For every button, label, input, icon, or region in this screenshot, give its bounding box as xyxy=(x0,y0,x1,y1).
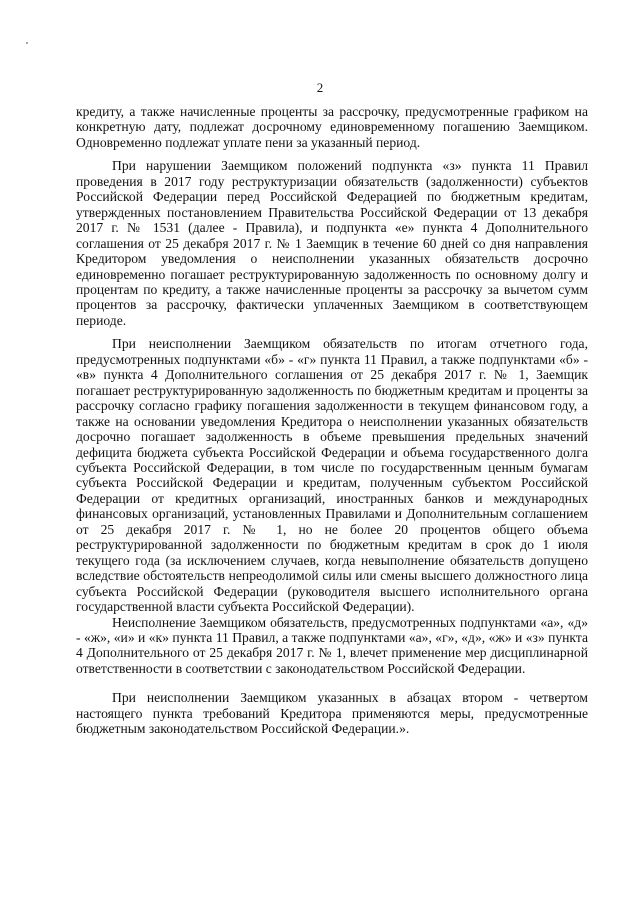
document-body xyxy=(76,104,588,737)
paragraph-nonfulfillment-annual: При неисполнении Заемщиком обязательств по итогам отчетного года, предусмотренных подпунктами «б» - «г» пункта 11 Правил, а также подпунктами «б» - «в» пункта 4 Дополнительного соглашения от 25 декабря 2017 г. № 1, Заемщик погашает реструктурированную задолженность по бюджетным кредитам и проценты за рассрочку согласно графику погашения задолженности в текущем финансовом году, а также на основании уведомления Кредитора о неисполнении указанных обязательств досрочно погашает задолженность в объеме превышения предельных значений дефицита бюджета субъекта Российской Федерации и объема государственного долга субъекта Российской Федерации, в том числе по государственным ценным бумагам субъекта Российской Федерации и кредитам, полученным субъектом Российской Федерации от кредитных организаций, иностранных банков и международных финансовых организаций, установленных Правилами и Дополнительным соглашением от 25 декабря 2017 г. № 1, но не более 20 процентов общего объема реструктурированной задолженности по бюджетным кредитам в срок до 1 июля текущего года (за исключением случаев, когда невыполнение обязательств допущено вследствие обстоятельств непреодолимой силы или смены высшего должностного лица субъекта Российской Федерации (руководителя высшего исполнительного органа государственной власти субъекта Российской Федерации). xyxy=(76,336,588,615)
paragraph-violation-subpoint-z: При нарушении Заемщиком положений подпункта «з» пункта 11 Правил проведения в 2017 году реструктуризации обязательств (задолженности) субъектов Российской Федерации перед Российской Федерацией по бюджетным кредитам, утвержденных постановлением Правительства Российской Федерации от 13 декабря 2017 г. № 1531 (далее - Правила), и подпункта «е» пункта 4 Дополнительного соглашения от 25 декабря 2017 г. № 1 Заемщик в течение 60 дней со дня направления Кредитором уведомления о неисполнении указанных обязательств досрочно единовременно погашает реструктурированную задолженность по основному долгу и процентам по кредиту, а также начисленные проценты за рассрочку за вычетом сумм процентов за рассрочку, фактически уплаченных Заемщиком в соответствующем периоде. xyxy=(76,158,588,328)
page-number: 2 xyxy=(316,80,324,95)
scan-speck xyxy=(26,42,28,44)
paragraph-continuation: кредиту, а также начисленные проценты за рассрочку, предусмотренные графиком на конкретную дату, подлежат досрочному единовременному погашению Заемщиком. Одновременно подлежат уплате пени за указанный период. xyxy=(76,104,588,150)
paragraph-budget-measures: При неисполнении Заемщиком указанных в абзацах втором - четвертом настоящего пункта требований Кредитора применяются меры, предусмотренные бюджетным законодательством Российской Федерации.». xyxy=(76,690,588,737)
paragraph-disciplinary-liability: Неисполнение Заемщиком обязательств, предусмотренных подпунктами «а», «д» - «ж», «и» и «к» пункта 11 Правил, а также подпунктами «а», «г», «д», «ж» и «з» пункта 4 Дополнительного от 25 декабря 2017 г. № 1, влечет применение мер дисциплинарной ответственности в соответствии с законодательством Российской Федерации. xyxy=(76,614,588,676)
